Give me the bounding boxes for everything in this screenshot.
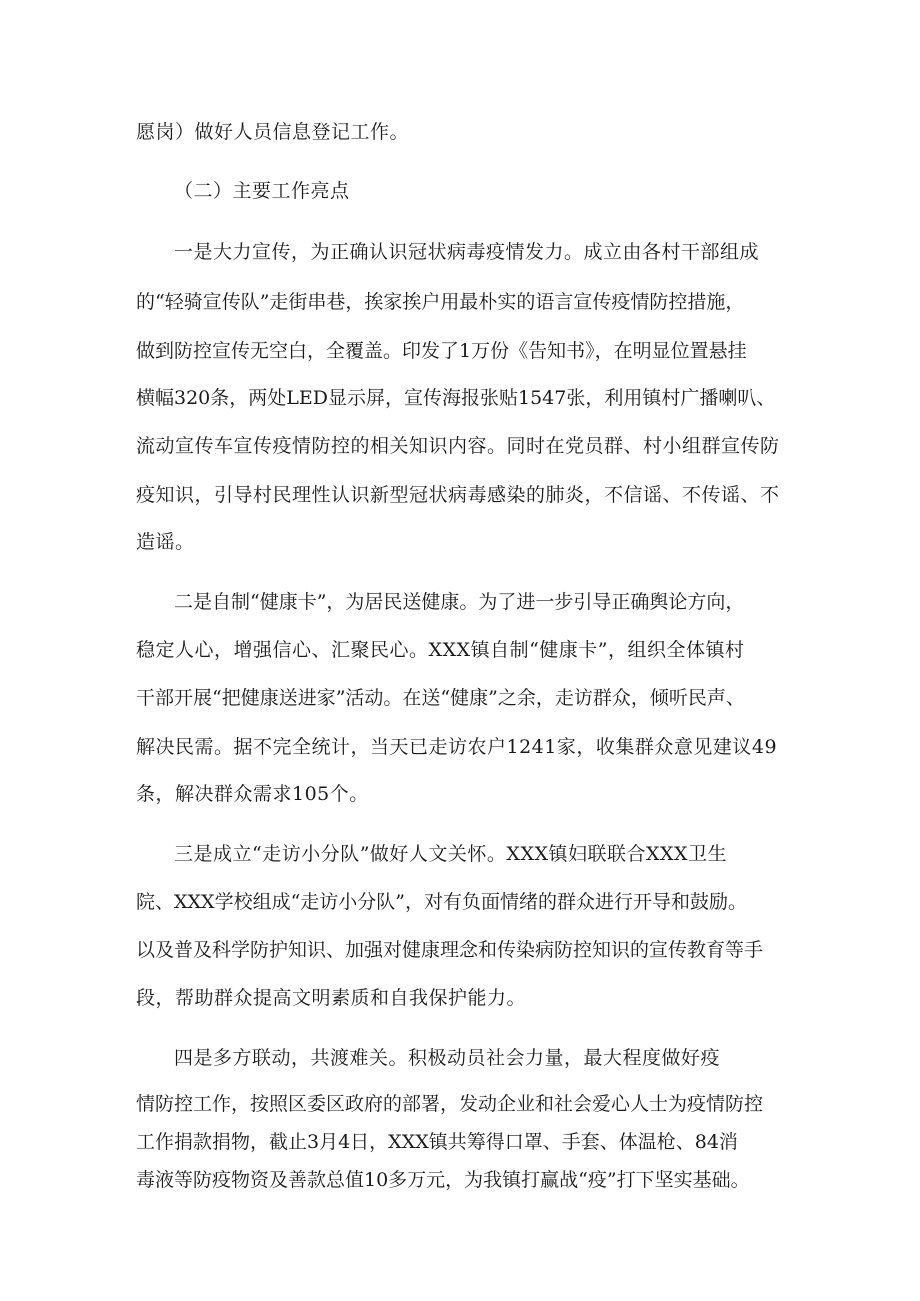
text-line: 的“轻骑宣传队”走街串巷，挨家挨户用最朴实的语言宣传疫情防控措施， bbox=[136, 291, 745, 313]
paragraph-first-line: 二是自制“健康卡”，为居民送健康。为了进一步引导正确舆论方向， bbox=[174, 591, 745, 613]
text-line: 干部开展“把健康送进家”活动。在送“健康”之余，走访群众，倾听民声、 bbox=[136, 687, 745, 709]
text-line: 段，帮助群众提高文明素质和自我保护能力。 bbox=[136, 987, 527, 1009]
text-line: 做到防控宣传无空白，全覆盖。印发了1万份《告知书》，在明显位置悬挂 bbox=[136, 340, 747, 362]
paragraph-first-line: 三是成立“走访小分队”做好人文关怀。XXX镇妇联联合XXX卫生 bbox=[174, 843, 728, 865]
section-heading: （二）主要工作亮点 bbox=[174, 180, 350, 202]
text-line: 解决民需。据不完全统计，当天已走访农户1241家，收集群众意见建议49 bbox=[136, 736, 778, 758]
text-line: 情防控工作，按照区委区政府的部署，发动企业和社会爱心人士为疫情防控 bbox=[136, 1093, 764, 1115]
text-line: 稳定人心，增强信心、汇聚民心。XXX镇自制“健康卡”，组织全体镇村 bbox=[136, 639, 745, 661]
paragraph-first-line: 一是大力宣传，为正确认识冠状病毒疫情发力。成立由各村干部组成 bbox=[174, 241, 760, 263]
text-line: 以及普及科学防护知识、加强对健康理念和传染病防控知识的宣传教育等手 bbox=[136, 939, 764, 961]
text-line: 流动宣传车宣传疫情防控的相关知识内容。同时在党员群、村小组群宣传防 bbox=[136, 435, 780, 457]
text-line: 愿岗）做好人员信息登记工作。 bbox=[136, 121, 410, 143]
paragraph-first-line: 四是多方联动，共渡难关。积极动员社会力量，最大程度做好疫 bbox=[174, 1047, 721, 1069]
text-line: 条，解决群众需求105个。 bbox=[136, 783, 369, 805]
text-line: 造谣。 bbox=[136, 531, 195, 553]
text-line: 院、XXX学校组成“走访小分队”，对有负面情绪的群众进行开导和鼓励。 bbox=[136, 891, 748, 913]
text-line: 横幅320条，两处LED显示屏，宣传海报张贴1547张，利用镇村广播喇叭、 bbox=[136, 387, 776, 409]
text-line: 工作捐款捐物，截止3月4日，XXX镇共筹得口罩、手套、体温枪、84消 bbox=[136, 1131, 738, 1153]
text-line: 疫知识，引导村民理性认识新型冠状病毒感染的肺炎，不信谣、不传谣、不 bbox=[136, 484, 780, 506]
text-line: 毒液等防疫物资及善款总值10多万元，为我镇打赢战“疫”打下坚实基础。 bbox=[136, 1169, 750, 1191]
